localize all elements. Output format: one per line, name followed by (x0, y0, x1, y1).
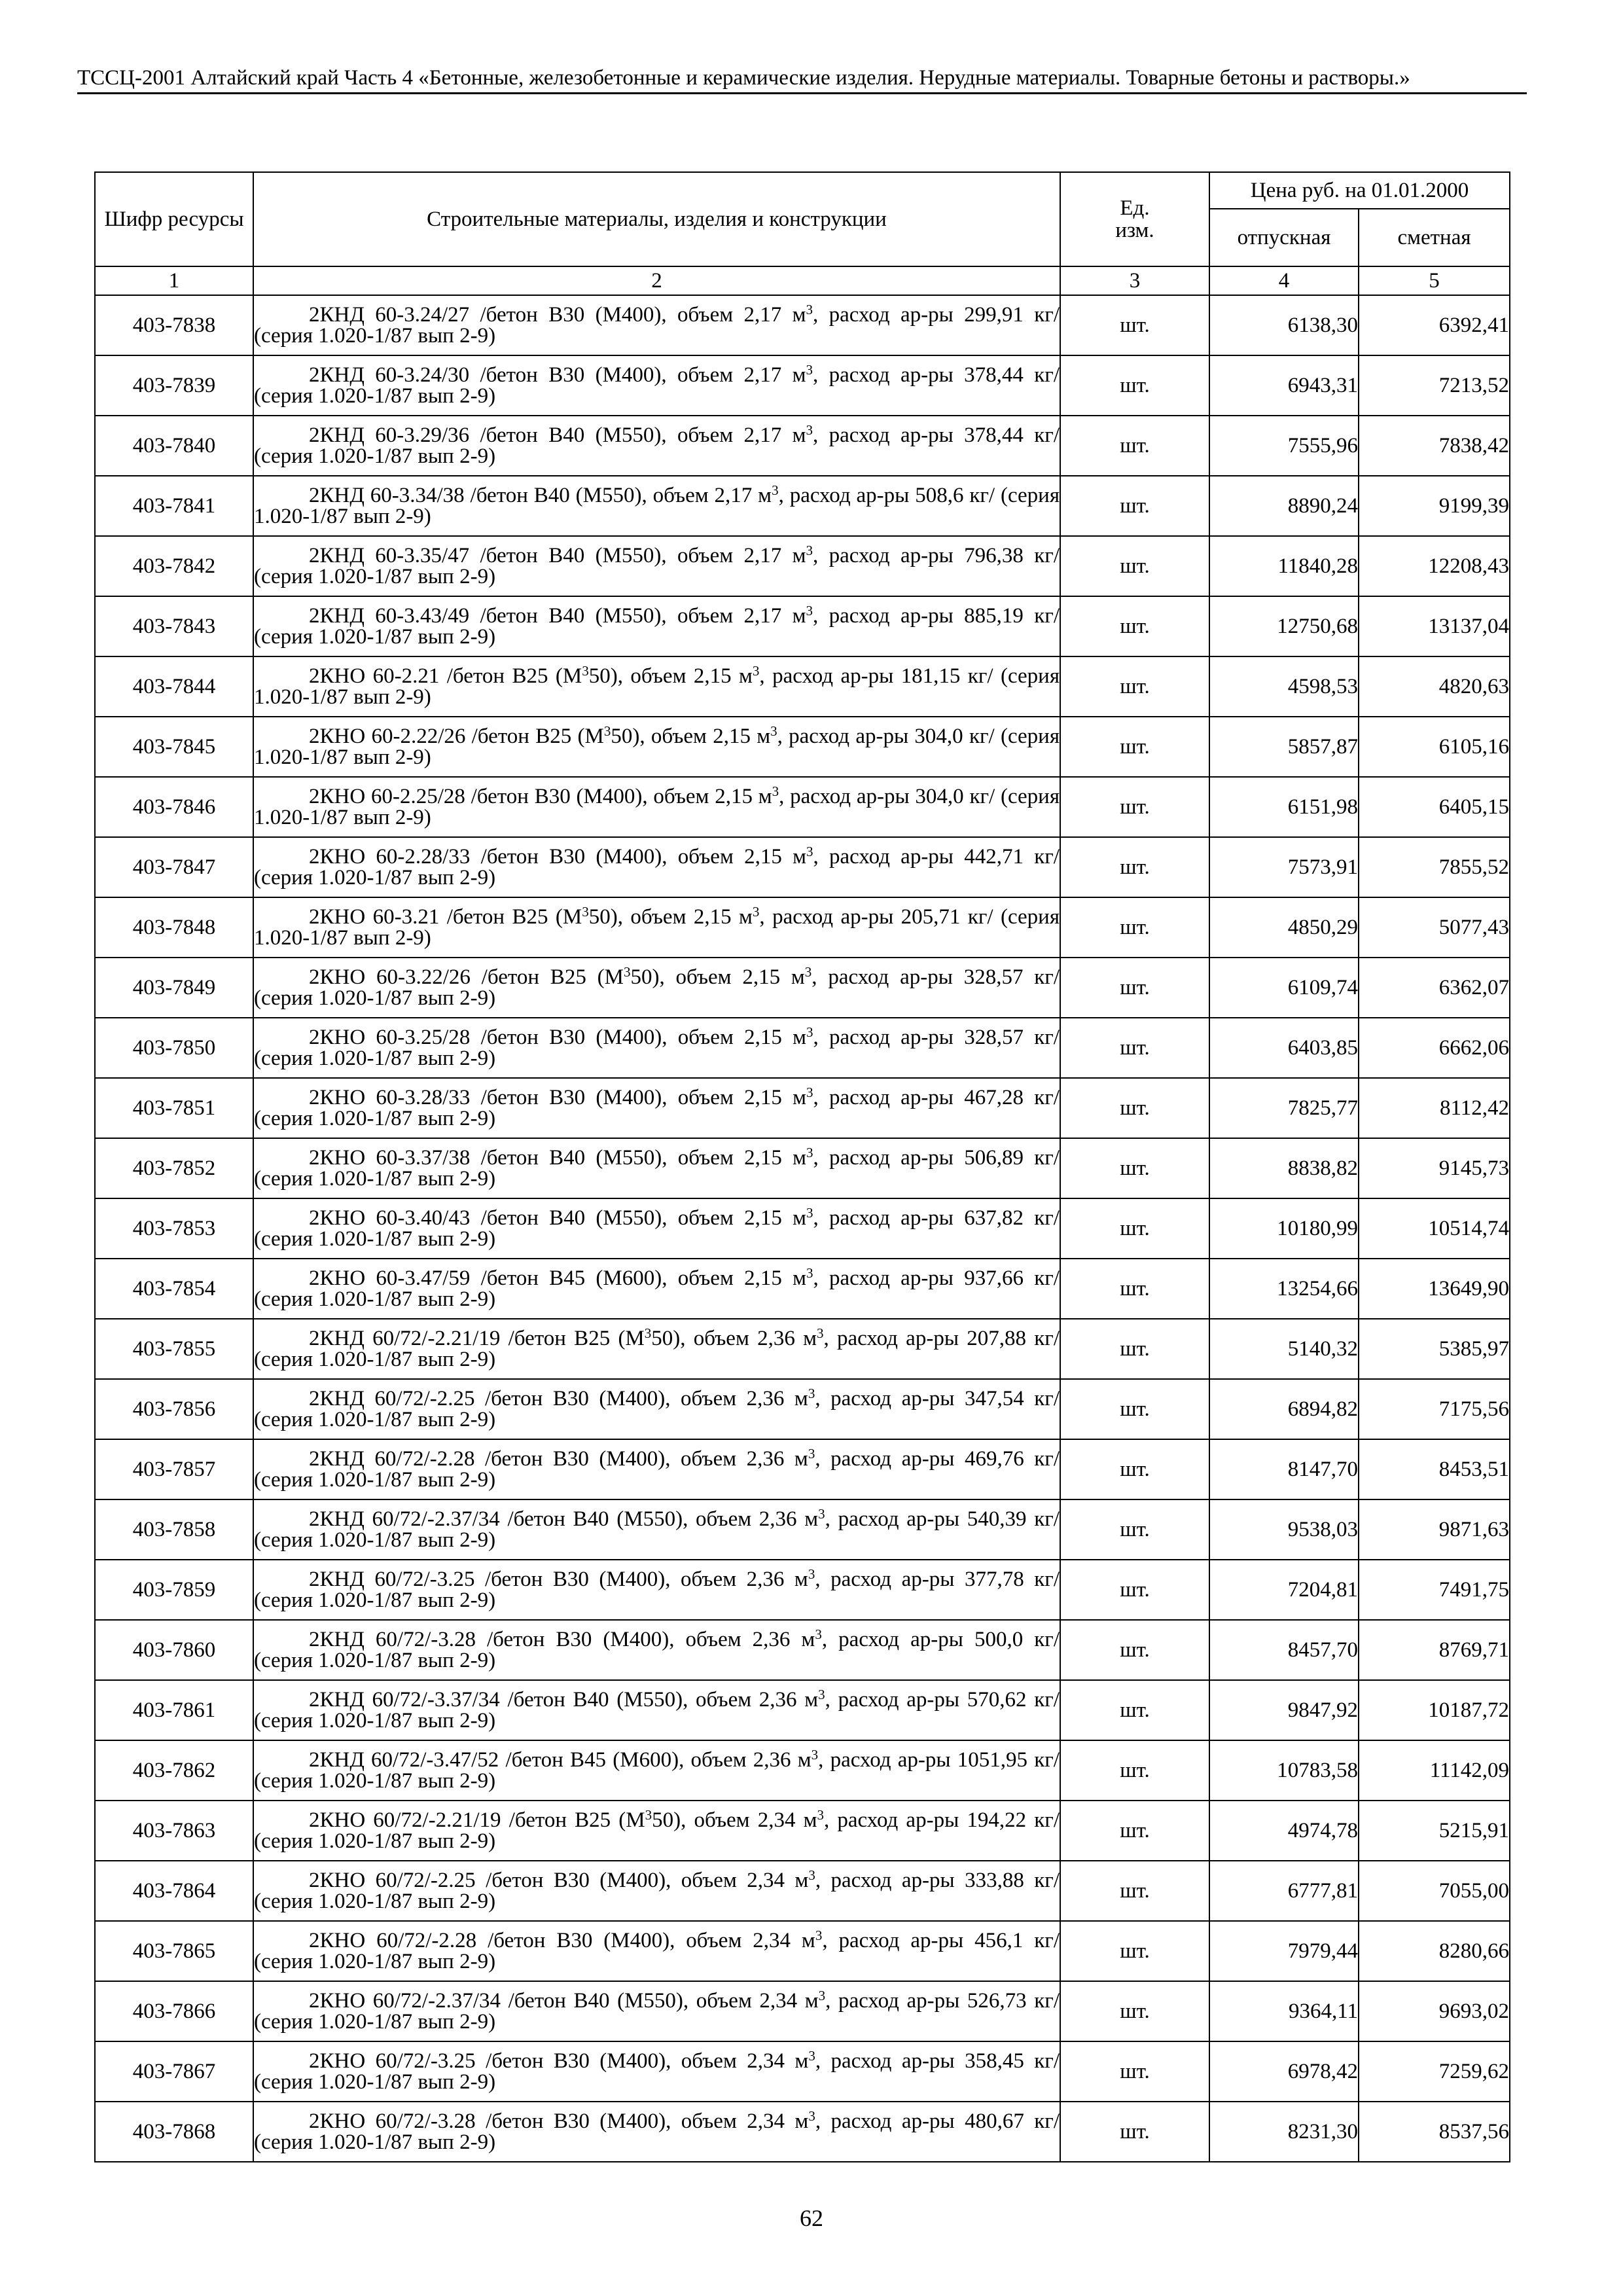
table-body (95, 295, 1510, 2162)
table-row (95, 837, 1510, 897)
material-description: 2КНО 60/72/-2.37/34 /бетон В40 (М550), объем 2,34 $м^3$, расход ар-ры 526,73 кг/ (серия 1.020-1/87 вып 2-9) (254, 1988, 1060, 2034)
material-description-cell (253, 476, 1060, 536)
resource-code-cell: 403-7844 (95, 656, 253, 717)
unit-cell: шт. (1060, 1078, 1209, 1138)
resource-code-cell: 403-7853 (95, 1198, 253, 1259)
page-number: 62 (800, 2205, 823, 2231)
material-description: 2КНО 60-3.40/43 /бетон В40 (М550), объем 2,15 $м^3$, расход ар-ры 637,82 кг/ (серия 1.020-1/87 вып 2-9) (254, 1205, 1060, 1251)
material-description: 2КНД 60-3.29/36 /бетон В40 (М550), объем 2,17 $м^3$, расход ар-ры 378,44 кг/ (серия 1.020-1/87 вып 2-9) (254, 422, 1060, 468)
resource-code-cell: 403-7848 (95, 897, 253, 958)
table-row (95, 295, 1510, 355)
material-description-cell (253, 1680, 1060, 1740)
table-row (95, 1981, 1510, 2041)
material-description-cell (253, 596, 1060, 656)
material-description-cell (253, 1078, 1060, 1138)
release-price-cell: 6151,98 (1209, 777, 1359, 837)
unit-cell: шт. (1060, 717, 1209, 777)
material-description: 2КНО 60-3.25/28 /бетон В30 (М400), объем 2,15 $м^3$, расход ар-ры 328,57 кг/ (серия 1.020-1/87 вып 2-9) (254, 1024, 1060, 1070)
estimate-price-cell: 7491,75 (1359, 1560, 1510, 1620)
resource-code-cell: 403-7839 (95, 355, 253, 416)
unit-cell: шт. (1060, 1499, 1209, 1560)
unit-cell: шт. (1060, 1981, 1209, 2041)
header-name: Строительные материалы, изделия и конструкции (253, 172, 1060, 266)
release-price-cell: 8457,70 (1209, 1620, 1359, 1680)
estimate-price-cell: 7259,62 (1359, 2041, 1510, 2102)
estimate-price-cell: 8769,71 (1359, 1620, 1510, 1680)
table-row (95, 1861, 1510, 1921)
material-description-cell (253, 1921, 1060, 1981)
estimate-price-cell: 10514,74 (1359, 1198, 1510, 1259)
header-unit: Ед. изм. (1060, 172, 1209, 266)
table-row (95, 355, 1510, 416)
release-price-cell: 6943,31 (1209, 355, 1359, 416)
table-row (95, 1319, 1510, 1379)
unit-cell: шт. (1060, 1680, 1209, 1740)
material-description-cell (253, 1740, 1060, 1801)
unit-cell: шт. (1060, 1620, 1209, 1680)
resource-code-cell: 403-7841 (95, 476, 253, 536)
resource-code-cell: 403-7862 (95, 1740, 253, 1801)
material-description-cell (253, 1259, 1060, 1319)
material-description-cell (253, 1560, 1060, 1620)
unit-cell: шт. (1060, 355, 1209, 416)
estimate-price-cell: 7175,56 (1359, 1379, 1510, 1439)
material-description: 2КНД 60-3.43/49 /бетон В40 (М550), объем 2,17 $м^3$, расход ар-ры 885,19 кг/ (серия 1.020-1/87 вып 2-9) (254, 603, 1060, 649)
material-description-cell (253, 717, 1060, 777)
material-description-cell (253, 416, 1060, 476)
release-price-cell: 4850,29 (1209, 897, 1359, 958)
release-price-cell: 6894,82 (1209, 1379, 1359, 1439)
release-price-cell: 7555,96 (1209, 416, 1359, 476)
release-price-cell: 6403,85 (1209, 1018, 1359, 1078)
unit-cell: шт. (1060, 1259, 1209, 1319)
release-price-cell: 8147,70 (1209, 1439, 1359, 1499)
header-release-price: отпускная (1209, 209, 1359, 266)
material-description-cell (253, 1319, 1060, 1379)
resource-code-cell: 403-7847 (95, 837, 253, 897)
estimate-price-cell: 8280,66 (1359, 1921, 1510, 1981)
resource-code-cell: 403-7845 (95, 717, 253, 777)
column-number: 1 (95, 266, 253, 295)
release-price-cell: 10180,99 (1209, 1198, 1359, 1259)
material-description-cell (253, 837, 1060, 897)
unit-cell: шт. (1060, 416, 1209, 476)
table-row (95, 596, 1510, 656)
material-description-cell (253, 777, 1060, 837)
table-row (95, 897, 1510, 958)
release-price-cell: 6978,42 (1209, 2041, 1359, 2102)
estimate-price-cell: 13649,90 (1359, 1259, 1510, 1319)
table-row (95, 1921, 1510, 1981)
header-code: Шифр ресурсы (95, 172, 253, 266)
estimate-price-cell: 9145,73 (1359, 1138, 1510, 1198)
resource-code-cell: 403-7867 (95, 2041, 253, 2102)
estimate-price-cell: 5215,91 (1359, 1801, 1510, 1861)
material-description: 2КНД 60/72/-2.25 /бетон В30 (М400), объем 2,36 $м^3$, расход ар-ры 347,54 кг/ (серия 1.020-1/87 вып 2-9) (254, 1386, 1060, 1431)
unit-cell: шт. (1060, 1138, 1209, 1198)
unit-cell: шт. (1060, 1861, 1209, 1921)
material-description: 2КНД 60/72/-2.21/19 /бетон В25 $(М^350)$, объем 2,36 $м^3$, расход ар-ры 207,88 кг/ (серия 1.020-1/87 вып 2-9) (254, 1325, 1060, 1371)
resource-code-cell: 403-7858 (95, 1499, 253, 1560)
unit-cell: шт. (1060, 2041, 1209, 2102)
material-description-cell (253, 1439, 1060, 1499)
material-description: 2КНО 60/72/-3.25 /бетон В30 (М400), объем 2,34 $м^3$, расход ар-ры 358,45 кг/ (серия 1.020-1/87 вып 2-9) (254, 2048, 1060, 2094)
table-row (95, 416, 1510, 476)
table-row (95, 958, 1510, 1018)
resource-code-cell: 403-7857 (95, 1439, 253, 1499)
release-price-cell: 7979,44 (1209, 1921, 1359, 1981)
release-price-cell: 6138,30 (1209, 295, 1359, 355)
resource-code-cell: 403-7860 (95, 1620, 253, 1680)
table-row (95, 777, 1510, 837)
page-header: ТССЦ-2001 Алтайский край Часть 4 «Бетонные, железобетонные и керамические изделия. Нерудные материалы. Товарные бетоны и растворы.» (77, 65, 1527, 94)
material-description-cell (253, 1499, 1060, 1560)
material-description: 2КНД 60-3.24/30 /бетон В30 (М400), объем 2,17 $м^3$, расход ар-ры 378,44 кг/ (серия 1.020-1/87 вып 2-9) (254, 362, 1060, 408)
table-row (95, 1560, 1510, 1620)
unit-cell: шт. (1060, 1439, 1209, 1499)
estimate-price-cell: 6405,15 (1359, 777, 1510, 837)
material-description-cell (253, 1379, 1060, 1439)
unit-cell: шт. (1060, 295, 1209, 355)
material-description: 2КНД 60-3.35/47 /бетон В40 (М550), объем 2,17 $м^3$, расход ар-ры 796,38 кг/ (серия 1.020-1/87 вып 2-9) (254, 543, 1060, 588)
table-row (95, 656, 1510, 717)
table-row (95, 1259, 1510, 1319)
estimate-price-cell: 8537,56 (1359, 2102, 1510, 2162)
estimate-price-cell: 6105,16 (1359, 717, 1510, 777)
unit-cell: шт. (1060, 1801, 1209, 1861)
material-description-cell (253, 2102, 1060, 2162)
material-description: 2КНО 60-3.21 /бетон В25 $(М^350)$, объем 2,15 $м^3$, расход ар-ры 205,71 кг/ (серия 1.020-1/87 вып 2-9) (254, 904, 1060, 950)
estimate-price-cell: 6392,41 (1359, 295, 1510, 355)
estimate-price-cell: 8112,42 (1359, 1078, 1510, 1138)
material-description-cell (253, 1620, 1060, 1680)
unit-cell: шт. (1060, 1379, 1209, 1439)
resource-code-cell: 403-7854 (95, 1259, 253, 1319)
release-price-cell: 5140,32 (1209, 1319, 1359, 1379)
column-number: 3 (1060, 266, 1209, 295)
unit-cell: шт. (1060, 656, 1209, 717)
estimate-price-cell: 8453,51 (1359, 1439, 1510, 1499)
resource-code-cell: 403-7851 (95, 1078, 253, 1138)
resource-code-cell: 403-7838 (95, 295, 253, 355)
release-price-cell: 9364,11 (1209, 1981, 1359, 2041)
table-row (95, 1078, 1510, 1138)
material-description: 2КНО 60-3.22/26 /бетон В25 $(М^350)$, объем 2,15 $м^3$, расход ар-ры 328,57 кг/ (серия 1.020-1/87 вып 2-9) (254, 964, 1060, 1010)
column-number: 5 (1359, 266, 1510, 295)
unit-cell: шт. (1060, 1018, 1209, 1078)
release-price-cell: 8838,82 (1209, 1138, 1359, 1198)
header-estimate-price: сметная (1359, 209, 1510, 266)
estimate-price-cell: 9693,02 (1359, 1981, 1510, 2041)
estimate-price-cell: 5385,97 (1359, 1319, 1510, 1379)
table-row (95, 2041, 1510, 2102)
release-price-cell: 6777,81 (1209, 1861, 1359, 1921)
unit-cell: шт. (1060, 777, 1209, 837)
material-description: 2КНО 60-2.28/33 /бетон В30 (М400), объем 2,15 $м^3$, расход ар-ры 442,71 кг/ (серия 1.020-1/87 вып 2-9) (254, 844, 1060, 889)
material-description: 2КНО 60-3.28/33 /бетон В30 (М400), объем 2,15 $м^3$, расход ар-ры 467,28 кг/ (серия 1.020-1/87 вып 2-9) (254, 1085, 1060, 1130)
material-description: 2КНО 60-2.21 /бетон В25 $(М^350)$, объем 2,15 $м^3$, расход ар-ры 181,15 кг/ (серия 1.020-1/87 вып 2-9) (254, 663, 1060, 709)
table-row (95, 1379, 1510, 1439)
resource-code-cell: 403-7861 (95, 1680, 253, 1740)
table-row (95, 1801, 1510, 1861)
estimate-price-cell: 13137,04 (1359, 596, 1510, 656)
estimate-price-cell: 9871,63 (1359, 1499, 1510, 1560)
material-description-cell (253, 656, 1060, 717)
column-number: 4 (1209, 266, 1359, 295)
resource-code-cell: 403-7865 (95, 1921, 253, 1981)
material-description: 2КНО 60-3.47/59 /бетон В45 (М600), объем 2,15 $м^3$, расход ар-ры 937,66 кг/ (серия 1.020-1/87 вып 2-9) (254, 1265, 1060, 1311)
unit-cell: шт. (1060, 897, 1209, 958)
resource-code-cell: 403-7849 (95, 958, 253, 1018)
table-row (95, 1018, 1510, 1078)
table-row (95, 1620, 1510, 1680)
estimate-price-cell: 9199,39 (1359, 476, 1510, 536)
material-description-cell (253, 1981, 1060, 2041)
unit-cell: шт. (1060, 1740, 1209, 1801)
material-description-cell (253, 2041, 1060, 2102)
unit-cell: шт. (1060, 958, 1209, 1018)
material-description-cell (253, 1138, 1060, 1198)
unit-cell: шт. (1060, 536, 1209, 596)
material-description: 2КНД 60/72/-2.37/34 /бетон В40 (М550), объем 2,36 $м^3$, расход ар-ры 540,39 кг/ (серия 1.020-1/87 вып 2-9) (254, 1506, 1060, 1552)
table-row (95, 536, 1510, 596)
material-description-cell (253, 1018, 1060, 1078)
estimate-price-cell: 7838,42 (1359, 416, 1510, 476)
unit-cell: шт. (1060, 476, 1209, 536)
column-number: 2 (253, 266, 1060, 295)
release-price-cell: 4974,78 (1209, 1801, 1359, 1861)
material-description: 2КНД 60/72/-3.37/34 /бетон В40 (М550), объем 2,36 $м^3$, расход ар-ры 570,62 кг/ (серия 1.020-1/87 вып 2-9) (254, 1687, 1060, 1732)
material-description-cell (253, 295, 1060, 355)
table-row (95, 1740, 1510, 1801)
material-description: 2КНО 60-2.22/26 /бетон В25 $(М^350)$, объем 2,15 $м^3$, расход ар-ры 304,0 кг/ (серия 1.020-1/87 вып 2-9) (254, 723, 1060, 769)
material-description: 2КНД 60/72/-3.28 /бетон В30 (М400), объем 2,36 $м^3$, расход ар-ры 500,0 кг/ (серия 1.020-1/87 вып 2-9) (254, 1626, 1060, 1672)
material-description: 2КНО 60/72/-2.28 /бетон В30 (М400), объем 2,34 $м^3$, расход ар-ры 456,1 кг/ (серия 1.020-1/87 вып 2-9) (254, 1928, 1060, 1973)
unit-cell: шт. (1060, 1921, 1209, 1981)
material-description: 2КНД 60/72/-2.28 /бетон В30 (М400), объем 2,36 $м^3$, расход ар-ры 469,76 кг/ (серия 1.020-1/87 вып 2-9) (254, 1446, 1060, 1492)
table-row (95, 476, 1510, 536)
release-price-cell: 5857,87 (1209, 717, 1359, 777)
release-price-cell: 4598,53 (1209, 656, 1359, 717)
resource-code-cell: 403-7868 (95, 2102, 253, 2162)
estimate-price-cell: 5077,43 (1359, 897, 1510, 958)
table-row (95, 1680, 1510, 1740)
release-price-cell: 7573,91 (1209, 837, 1359, 897)
table-row (95, 1138, 1510, 1198)
unit-cell: шт. (1060, 1560, 1209, 1620)
estimate-price-cell: 12208,43 (1359, 536, 1510, 596)
release-price-cell: 8890,24 (1209, 476, 1359, 536)
material-description: 2КНД 60-3.24/27 /бетон В30 (М400), объем 2,17 $м^3$, расход ар-ры 299,91 кг/ (серия 1.020-1/87 вып 2-9) (254, 302, 1060, 348)
release-price-cell: 7204,81 (1209, 1560, 1359, 1620)
resource-code-cell: 403-7850 (95, 1018, 253, 1078)
unit-cell: шт. (1060, 1198, 1209, 1259)
table-row (95, 1439, 1510, 1499)
material-description-cell (253, 1861, 1060, 1921)
release-price-cell: 12750,68 (1209, 596, 1359, 656)
estimate-price-cell: 6662,06 (1359, 1018, 1510, 1078)
release-price-cell: 8231,30 (1209, 2102, 1359, 2162)
resource-code-cell: 403-7866 (95, 1981, 253, 2041)
material-description: 2КНД 60/72/-3.47/52 /бетон В45 (М600), объем 2,36 $м^3$, расход ар-ры 1051,95 кг/ (серия 1.020-1/87 вып 2-9) (254, 1747, 1060, 1793)
material-description: 2КНО 60-3.37/38 /бетон В40 (М550), объем 2,15 $м^3$, расход ар-ры 506,89 кг/ (серия 1.020-1/87 вып 2-9) (254, 1145, 1060, 1191)
resource-price-table (94, 171, 1510, 2162)
resource-code-cell: 403-7842 (95, 536, 253, 596)
resource-code-cell: 403-7864 (95, 1861, 253, 1921)
release-price-cell: 6109,74 (1209, 958, 1359, 1018)
unit-cell: шт. (1060, 596, 1209, 656)
unit-cell: шт. (1060, 837, 1209, 897)
resource-code-cell: 403-7863 (95, 1801, 253, 1861)
estimate-price-cell: 11142,09 (1359, 1740, 1510, 1801)
resource-code-cell: 403-7856 (95, 1379, 253, 1439)
estimate-price-cell: 7213,52 (1359, 355, 1510, 416)
resource-code-cell: 403-7859 (95, 1560, 253, 1620)
estimate-price-cell: 7855,52 (1359, 837, 1510, 897)
material-description-cell (253, 1198, 1060, 1259)
material-description-cell (253, 536, 1060, 596)
resource-code-cell: 403-7840 (95, 416, 253, 476)
material-description-cell (253, 355, 1060, 416)
estimate-price-cell: 4820,63 (1359, 656, 1510, 717)
material-description-cell (253, 897, 1060, 958)
material-description: 2КНО 60/72/-2.21/19 /бетон В25 $(М^350)$, объем 2,34 $м^3$, расход ар-ры 194,22 кг/ (серия 1.020-1/87 вып 2-9) (254, 1807, 1060, 1853)
material-description: 2КНО 60/72/-3.28 /бетон В30 (М400), объем 2,34 $м^3$, расход ар-ры 480,67 кг/ (серия 1.020-1/87 вып 2-9) (254, 2108, 1060, 2154)
unit-cell: шт. (1060, 1319, 1209, 1379)
table-row (95, 2102, 1510, 2162)
estimate-price-cell: 10187,72 (1359, 1680, 1510, 1740)
resource-code-cell: 403-7843 (95, 596, 253, 656)
table-row (95, 1198, 1510, 1259)
release-price-cell: 10783,58 (1209, 1740, 1359, 1801)
resource-code-cell: 403-7846 (95, 777, 253, 837)
estimate-price-cell: 6362,07 (1359, 958, 1510, 1018)
resource-code-cell: 403-7855 (95, 1319, 253, 1379)
unit-cell: шт. (1060, 2102, 1209, 2162)
material-description-cell (253, 1801, 1060, 1861)
material-description: 2КНД 60/72/-3.25 /бетон В30 (М400), объем 2,36 $м^3$, расход ар-ры 377,78 кг/ (серия 1.020-1/87 вып 2-9) (254, 1566, 1060, 1612)
resource-code-cell: 403-7852 (95, 1138, 253, 1198)
table-row (95, 1499, 1510, 1560)
release-price-cell: 7825,77 (1209, 1078, 1359, 1138)
release-price-cell: 9847,92 (1209, 1680, 1359, 1740)
release-price-cell: 9538,03 (1209, 1499, 1359, 1560)
release-price-cell: 13254,66 (1209, 1259, 1359, 1319)
material-description: 2КНО 60/72/-2.25 /бетон В30 (М400), объем 2,34 $м^3$, расход ар-ры 333,88 кг/ (серия 1.020-1/87 вып 2-9) (254, 1867, 1060, 1913)
estimate-price-cell: 7055,00 (1359, 1861, 1510, 1921)
material-description-cell (253, 958, 1060, 1018)
material-description: 2КНД 60-3.34/38 /бетон В40 (М550), объем 2,17 $м^3$, расход ар-ры 508,6 кг/ (серия 1.020-1/87 вып 2-9) (254, 482, 1060, 528)
table-row (95, 717, 1510, 777)
header-price: Цена руб. на 01.01.2000 (1209, 172, 1510, 209)
material-description: 2КНО 60-2.25/28 /бетон В30 (М400), объем 2,15 $м^3$, расход ар-ры 304,0 кг/ (серия 1.020-1/87 вып 2-9) (254, 783, 1060, 829)
release-price-cell: 11840,28 (1209, 536, 1359, 596)
